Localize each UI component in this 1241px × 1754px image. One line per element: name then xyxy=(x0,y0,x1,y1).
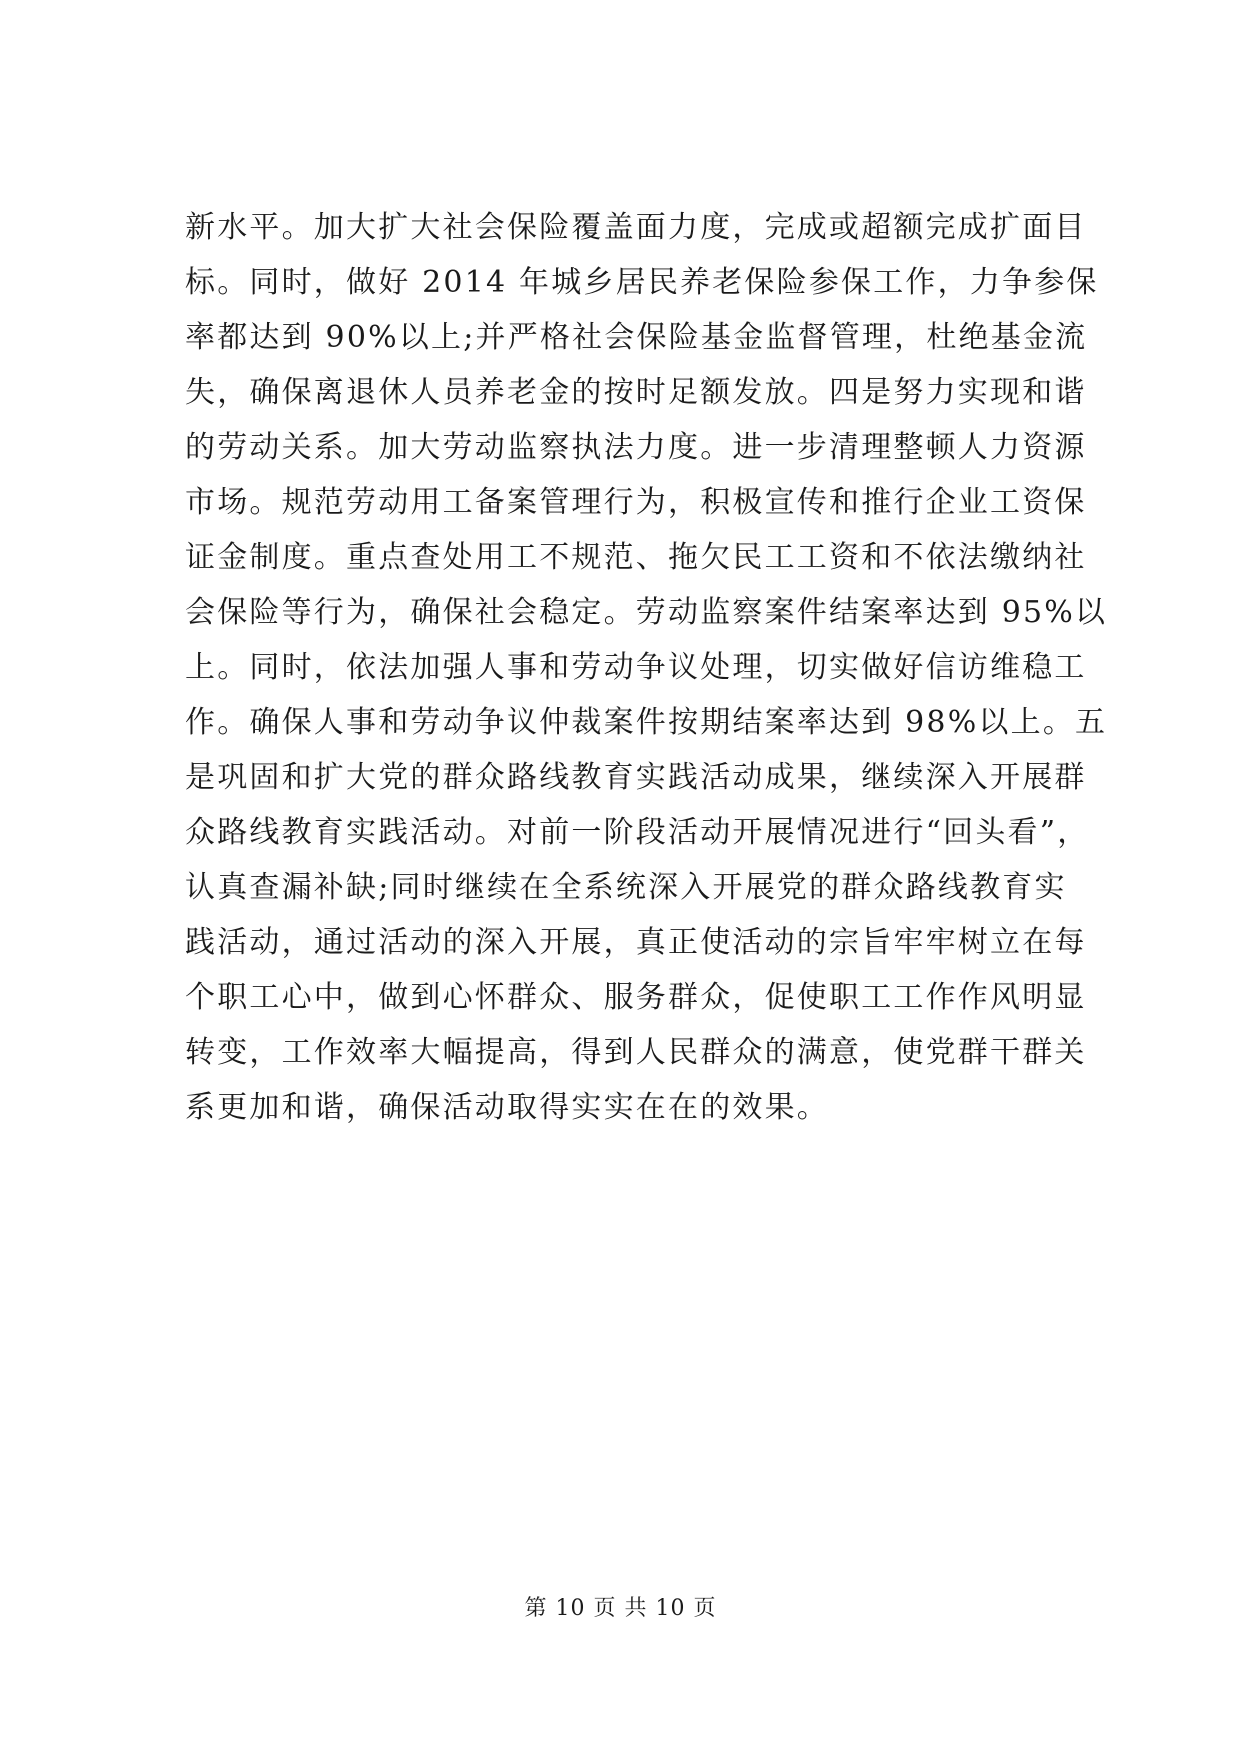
text-line: 会保险等行为，确保社会稳定。劳动监察案件结案率达到 95%以 xyxy=(185,595,1108,630)
text-line: 证金制度。重点查处用工不规范、拖欠民工工资和不依法缴纳社 xyxy=(185,540,1087,575)
text-line: 失，确保离退休人员养老金的按时足额发放。四是努力实现和谐 xyxy=(185,375,1087,410)
text-line: 转变，工作效率大幅提高，得到人民群众的满意，使党群干群关 xyxy=(185,1035,1087,1070)
text-line: 作。确保人事和劳动争议仲裁案件按期结案率达到 98%以上。五 xyxy=(185,705,1108,740)
text-line: 是巩固和扩大党的群众路线教育实践活动成果，继续深入开展群 xyxy=(185,760,1087,795)
body-paragraph xyxy=(185,200,1108,1135)
text-line: 认真查漏补缺;同时继续在全系统深入开展党的群众路线教育实 xyxy=(185,870,1067,905)
text-line: 众路线教育实践活动。对前一阶段活动开展情况进行“回头看”， xyxy=(185,815,1090,850)
text-line: 市场。规范劳动用工备案管理行为，积极宣传和推行企业工资保 xyxy=(185,485,1087,520)
text-line: 个职工心中，做到心怀群众、服务群众，促使职工工作作风明显 xyxy=(185,980,1087,1015)
text-line: 系更加和谐，确保活动取得实实在在的效果。 xyxy=(185,1090,829,1125)
page-number-footer: 第 10 页 共 10 页 xyxy=(524,1596,717,1621)
text-line: 践活动，通过活动的深入开展，真正使活动的宗旨牢牢树立在每 xyxy=(185,925,1087,960)
text-line: 新水平。加大扩大社会保险覆盖面力度，完成或超额完成扩面目 xyxy=(185,210,1087,245)
text-line: 上。同时，依法加强人事和劳动争议处理，切实做好信访维稳工 xyxy=(185,650,1087,685)
text-line: 标。同时，做好 2014 年城乡居民养老保险参保工作，力争参保 xyxy=(185,265,1099,300)
text-line: 的劳动关系。加大劳动监察执法力度。进一步清理整顿人力资源 xyxy=(185,430,1087,465)
text-line: 率都达到 90%以上;并严格社会保险基金监督管理，杜绝基金流 xyxy=(185,320,1088,355)
